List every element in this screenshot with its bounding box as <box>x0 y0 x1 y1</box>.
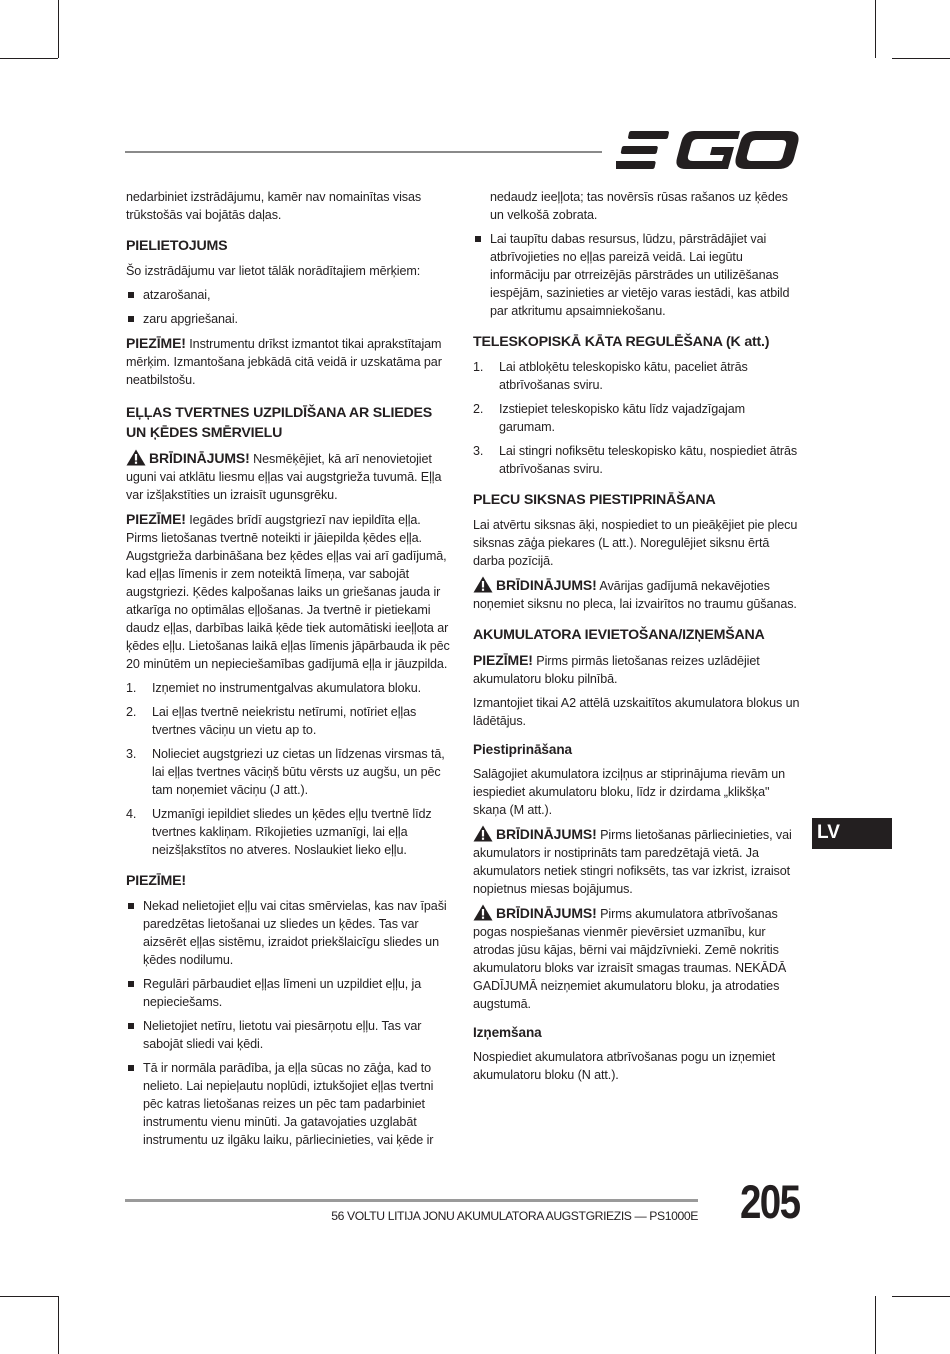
note-text: Instrumentu drīkst izmantot tikai aprakstītajam mērķim. Izmantošana jebkādā citā veidā ir uzskatāma par neatbilstošu. <box>126 337 442 387</box>
step-text: Uzmanīgi iepildiet sliedes un ķēdes eļļu tvertnē līdz tvertnes kakliņam. Rīkojieties uzmanīgi, lai eļļa neizšļakstītos no atveres. Noslaukiet lieko eļļu. <box>152 807 432 857</box>
crop-mark <box>875 0 876 58</box>
language-tab <box>812 818 892 849</box>
list-item: Lai taupītu dabas resursus, lūdzu, pārstrādājiet vai atbrīvojieties no eļļas pareizā veidā. Lai iegūtu informāciju par otrreizējās pārstrādes un utilizēšanas iespējām, sazinieties ar vietējo varas iestādi, kas atbild par atkritumu apsaimniekošanu. <box>473 230 803 320</box>
note-paragraph <box>473 651 803 688</box>
step-text: Nolieciet augstgriezi uz cietas un līdzenas virsmas tā, lai eļļas tvertnes vāciņš būtu vērsts uz augšu, un pēc tam noņemiet vāciņu (J att.). <box>152 747 445 797</box>
warning-icon <box>473 825 493 842</box>
list-item <box>126 703 452 739</box>
step-text: Izņemiet no instrumentgalvas akumulatora bloku. <box>152 681 422 695</box>
list-item: atzarošanai, <box>126 286 452 304</box>
warning-label: BRĪDINĀJUMS! <box>496 826 597 842</box>
step-text: Lai eļļas tvertnē neiekristu netīrumi, notīriet eļļas tvertnes vāciņu un vietu ap to. <box>152 705 417 737</box>
note-label: PIEZĪME! <box>126 511 186 527</box>
step-text: Lai stingri nofiksētu teleskopisko kātu, nospiediet ātrās atbrīvošanas sviru. <box>499 444 798 476</box>
note-text: Pirms pirmās lietošanas reizes uzlādējiet akumulatoru bloku pilnībā. <box>473 654 760 686</box>
warning-label: BRĪDINĀJUMS! <box>149 450 250 466</box>
section-heading-battery: AKUMULATORA IEVIETOŠANA/IZŅEMŠANA <box>473 627 765 643</box>
list-item <box>473 442 803 478</box>
crop-mark <box>875 1296 876 1354</box>
remove-text: Nospiediet akumulatora atbrīvošanas pogu un izņemiet akumulatoru bloku (N att.). <box>473 1050 776 1082</box>
list-item <box>126 679 452 697</box>
list-item: Nekad nelietojiet eļļu vai citas smērvielas, kas nav īpaši paredzētas lietošanai uz sliedes un ķēdes. Tas var aizsērēt eļļas sistēmu, izraidot priekšlaicīgu sliedes un ķēdes nodilumu. <box>126 897 452 969</box>
step-number: 2. <box>473 402 484 416</box>
warning-icon <box>126 449 146 466</box>
warning-paragraph <box>473 576 803 613</box>
warning-label: BRĪDINĀJUMS! <box>496 577 597 593</box>
footer-title: 56 VOLTU LITIJA JONU AKUMULATORA AUGSTGRIEZIS — PS1000E <box>331 1209 698 1223</box>
language-tab-label: LV <box>817 822 840 843</box>
pielietojums-text: Šo izstrādājumu var lietot tālāk norādītajiem mērķiem: <box>126 264 421 278</box>
attach-text: Salāgojiet akumulatora izciļņus ar stiprinājuma rievām un iespiediet akumulatoru bloku, līdz ir dzirdama „klikšķa" skaņa (M att.). <box>473 767 786 817</box>
left-column <box>126 188 452 1155</box>
note-label: PIEZĪME! <box>473 652 533 668</box>
warning-icon <box>473 576 493 593</box>
list-item: Nelietojiet netīru, lietotu vai piesārņotu eļļu. Tas var sabojāt sliedi vai ķēdi. <box>126 1017 452 1053</box>
pielietojums-list <box>126 286 452 328</box>
crop-mark <box>0 58 58 59</box>
warning-text: Pirms akumulatora atbrīvošanas pogas nospiešanas vienmēr pievērsiet uzmanību, kur atrodas jūsu kājas, bērni vai mājdzīvnieki. Zemē nokritis akumulatoru bloks var izraisīt smagas traumas. NEKĀDĀ GADĪJUMĀ neizņemiet akumulatoru bloku, ja atrodaties augstumā. <box>473 907 787 1011</box>
crop-mark <box>892 58 950 59</box>
crop-mark <box>892 1296 950 1297</box>
continued-text: nedaudz ieeļļota; tas novērsīs rūsas rašanos uz ķēdes un velkošā zobrata. <box>490 190 788 222</box>
list-item: Tā ir normāla parādība, ja eļļa sūcas no zāģa, kad to nelieto. Lai nepieļautu noplūdi, iztukšojiet eļļas tvertni pēc katras lietošanas reizes un pēc tam padarbiniet instrumentu vienu minūti. Ja gatavojaties uzglabāt instrumentu uz ilgāku laiku, pārliecinieties, vai ķēde ir <box>126 1059 452 1149</box>
page-number: 205 <box>740 1175 800 1228</box>
warning-text: Pirms lietošanas pārliecinieties, vai akumulators ir nostiprināts tam paredzētajā vietā. Ja akumulators netiek stingri nofiksēts, tas var izkrist, izraisot nopietnus miesas bojājumus. <box>473 828 792 896</box>
warning-label: BRĪDINĀJUMS! <box>496 905 597 921</box>
section-heading-shoulder: PLECU SIKSNAS PIESTIPRINĀŠANA <box>473 492 716 508</box>
step-number: 3. <box>126 747 137 761</box>
section-heading-pielietojums: PIELIETOJUMS <box>126 238 228 254</box>
warning-paragraph <box>473 825 803 898</box>
right-column <box>473 188 803 1090</box>
step-number: 1. <box>473 360 484 374</box>
note-paragraph <box>126 510 452 673</box>
oil-steps-list <box>126 679 452 859</box>
crop-mark <box>58 1296 59 1354</box>
warning-icon <box>473 904 493 921</box>
step-number: 1. <box>126 681 137 695</box>
note-label: PIEZĪME! <box>126 335 186 351</box>
note-list <box>126 897 452 1149</box>
step-number: 4. <box>126 807 137 821</box>
list-item <box>473 400 803 436</box>
recycle-list <box>473 230 803 320</box>
shoulder-text: Lai atvērtu siksnas āķi, nospiediet to un pieāķējiet pie plecu siksnas zāģa piekares (L att.). Noregulējiet siksnu ērtā darba pozīcijā. <box>473 518 798 568</box>
list-item: Regulāri pārbaudiet eļļas līmeni un uzpildiet eļļu, ja nepieciešams. <box>126 975 452 1011</box>
intro-text: nedarbiniet izstrādājumu, kamēr nav nomainītas visas trūkstošās vai bojātās daļas. <box>126 190 422 222</box>
note-text: Iegādes brīdī augstgriezī nav iepildīta eļļa. Pirms lietošanas tvertnē noteikti ir jāiepilda ķēdes eļļa. Augstgrieža darbināšana bez ķēdes eļļas vai arī gadījumā, kad eļļas līmenis ir zem noteiktā līmeņa, var sabojāt augstgriezi. Ķēdes kalpošanas laiks un griešanas jauda ir atkarīga no optimālas eļļošanas. Ja tvertnē ir pietiekami daudz eļļas, darbības laikā ķēde tiek automātiski ieeļļota ar ķēdes eļļu. Lietošanas laikā eļļas līmenis jāpārbauda ik pēc 20 minūtēm un nepieciešamības gadījumā eļļa ir jāuzpilda. <box>126 513 450 671</box>
note-paragraph <box>126 334 452 389</box>
footer-rule <box>125 1199 698 1202</box>
warning-text: Avārijas gadījumā nekavējoties noņemiet siksnu no pleca, lai izvairītos no traumu gūšanas. <box>473 579 797 611</box>
list-item <box>473 358 803 394</box>
ego-logo <box>616 128 800 172</box>
subheading-attach: Piestiprināšana <box>473 742 572 757</box>
list-item: zaru apgriešanai. <box>126 310 452 328</box>
list-item <box>126 805 452 859</box>
step-text: Lai atbloķētu teleskopisko kātu, paceliet ātrās atbrīvošanas sviru. <box>499 360 748 392</box>
telescopic-steps-list <box>473 358 803 478</box>
step-text: Izstiepiet teleskopisko kātu līdz vajadzīgajam garumam. <box>499 402 746 434</box>
step-number: 3. <box>473 444 484 458</box>
header-rule <box>125 151 602 153</box>
subheading-remove: Izņemšana <box>473 1025 542 1040</box>
list-item <box>126 745 452 799</box>
battery-text: Izmantojiet tikai A2 attēlā uzskaitītos akumulatora blokus un lādētājus. <box>473 696 800 728</box>
warning-text: Nesmēķējiet, kā arī nenovietojiet uguni vai atklātu liesmu eļļas vai augstgrieža tuvumā. Eļļa var izšļakstīties un izraisīt ugunsgrēku. <box>126 452 442 502</box>
step-number: 2. <box>126 705 137 719</box>
crop-mark <box>58 0 59 58</box>
warning-paragraph <box>126 449 452 504</box>
section-heading-telescopic: TELESKOPISKĀ KĀTA REGULĒŠANA (K att.) <box>473 334 770 350</box>
section-heading-oil: EĻĻAS TVERTNES UZPILDĪŠANA AR SLIEDES UN ĶĒDES SMĒRVIELU <box>126 405 433 441</box>
warning-paragraph <box>473 904 803 1013</box>
section-heading-note: PIEZĪME! <box>126 873 186 889</box>
crop-mark <box>0 1296 58 1297</box>
